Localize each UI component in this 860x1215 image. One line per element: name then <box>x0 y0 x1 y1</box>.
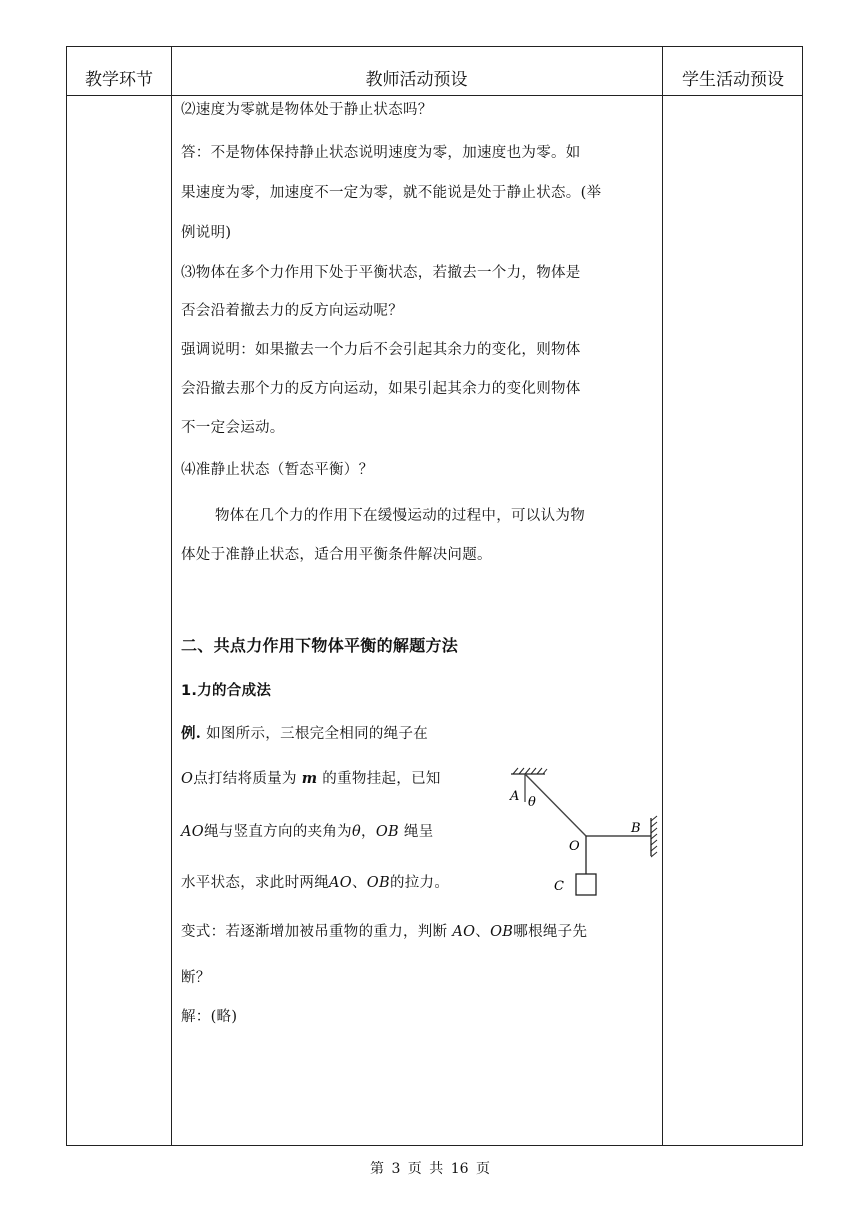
page-footer: 第 3 页 共 16 页 <box>370 1161 490 1177</box>
variant-line-2: 断？ <box>181 970 211 986</box>
header-teaching-stage: 教学环节 <box>85 69 153 90</box>
example-line-4-text2: 的拉力。 <box>389 875 450 891</box>
var-theta: θ <box>351 824 361 840</box>
solution-line: 解：(略) <box>181 1009 238 1025</box>
variant-sep: 、 <box>475 924 491 940</box>
var-AO-2: AO <box>329 875 352 891</box>
wall-support <box>651 816 657 857</box>
question-3-line-1: ⑶物体在多个力作用下处于平衡状态，若撤去一个力，物体是 <box>181 265 581 281</box>
example-line-1 <box>181 722 428 743</box>
question-4-answer-line-1: 物体在几个力的作用下在缓慢运动的过程中，可以认为物 <box>215 508 585 524</box>
lesson-plan-table <box>66 46 803 1146</box>
label-O: O <box>569 839 580 854</box>
var-AO-3: AO <box>452 924 476 940</box>
example-line-4-sep: 、 <box>351 875 367 891</box>
label-theta: θ <box>528 795 536 810</box>
answer-2-line-2: 果速度为零，加速度不一定为零，就不能说是处于静止状态。(举 <box>181 185 602 201</box>
var-O: O <box>181 771 194 787</box>
question-4: ⑷准静止状态（暂态平衡）？ <box>181 462 374 478</box>
column-divider-2 <box>662 47 663 1145</box>
example-line-4 <box>181 871 449 892</box>
var-OB-3: OB <box>490 924 514 940</box>
example-line-3-text: 绳与竖直方向的夹角为 <box>203 824 352 840</box>
emphasis-line-3: 不一定会运动。 <box>181 420 285 436</box>
var-AO: AO <box>181 824 204 840</box>
rope-diagram <box>499 764 664 904</box>
header-student-activity: 学生活动预设 <box>682 69 784 90</box>
var-OB: OB <box>375 824 399 840</box>
label-C: C <box>554 879 564 894</box>
method-1-heading: 1.力的合成法 <box>181 683 272 699</box>
example-line-3 <box>181 820 434 841</box>
example-line-2-text: 点打结将质量为 <box>193 771 297 787</box>
variant-text2: 哪根绳子先 <box>513 924 588 940</box>
column-divider-1 <box>171 47 172 1145</box>
label-B: B <box>631 821 641 836</box>
emphasis-line-1: 强调说明：如果撤去一个力后不会引起其余力的变化，则物体 <box>181 342 581 358</box>
header-teacher-activity: 教师活动预设 <box>365 69 468 90</box>
section-2-heading: 二、共点力作用下物体平衡的解题方法 <box>181 636 459 655</box>
example-line-4-text: 水平状态，求此时两绳 <box>181 875 329 891</box>
question-2: ⑵速度为零就是物体处于静止状态吗？ <box>181 102 433 118</box>
example-line-3-sep: ， <box>361 824 376 840</box>
example-line-2 <box>181 767 441 788</box>
answer-2-line-1: 答：不是物体保持静止状态说明速度为零，加速度也为零。如 <box>181 145 581 161</box>
variant-line-1 <box>181 920 587 941</box>
question-4-answer-line-2: 体处于准静止状态，适合用平衡条件解决问题。 <box>181 547 492 563</box>
example-line-2-text2: 的重物挂起，已知 <box>322 771 441 787</box>
ceiling-support <box>511 768 547 774</box>
answer-2-line-3: 例说明) <box>181 225 232 241</box>
var-OB-2: OB <box>366 875 390 891</box>
question-3-line-2: 否会沿着撤去力的反方向运动呢？ <box>181 303 403 319</box>
label-A: A <box>510 789 520 804</box>
example-label: 例. <box>181 725 202 742</box>
emphasis-line-2: 会沿撤去那个力的反方向运动，如果引起其余力的变化则物体 <box>181 381 581 397</box>
example-line-3-text2: 绳呈 <box>403 824 434 840</box>
var-m: m <box>301 770 318 787</box>
variant-text: 变式：若逐渐增加被吊重物的重力，判断 <box>181 924 448 940</box>
weight-box <box>576 874 596 895</box>
example-line-1-text: 如图所示，三根完全相同的绳子在 <box>206 726 429 742</box>
